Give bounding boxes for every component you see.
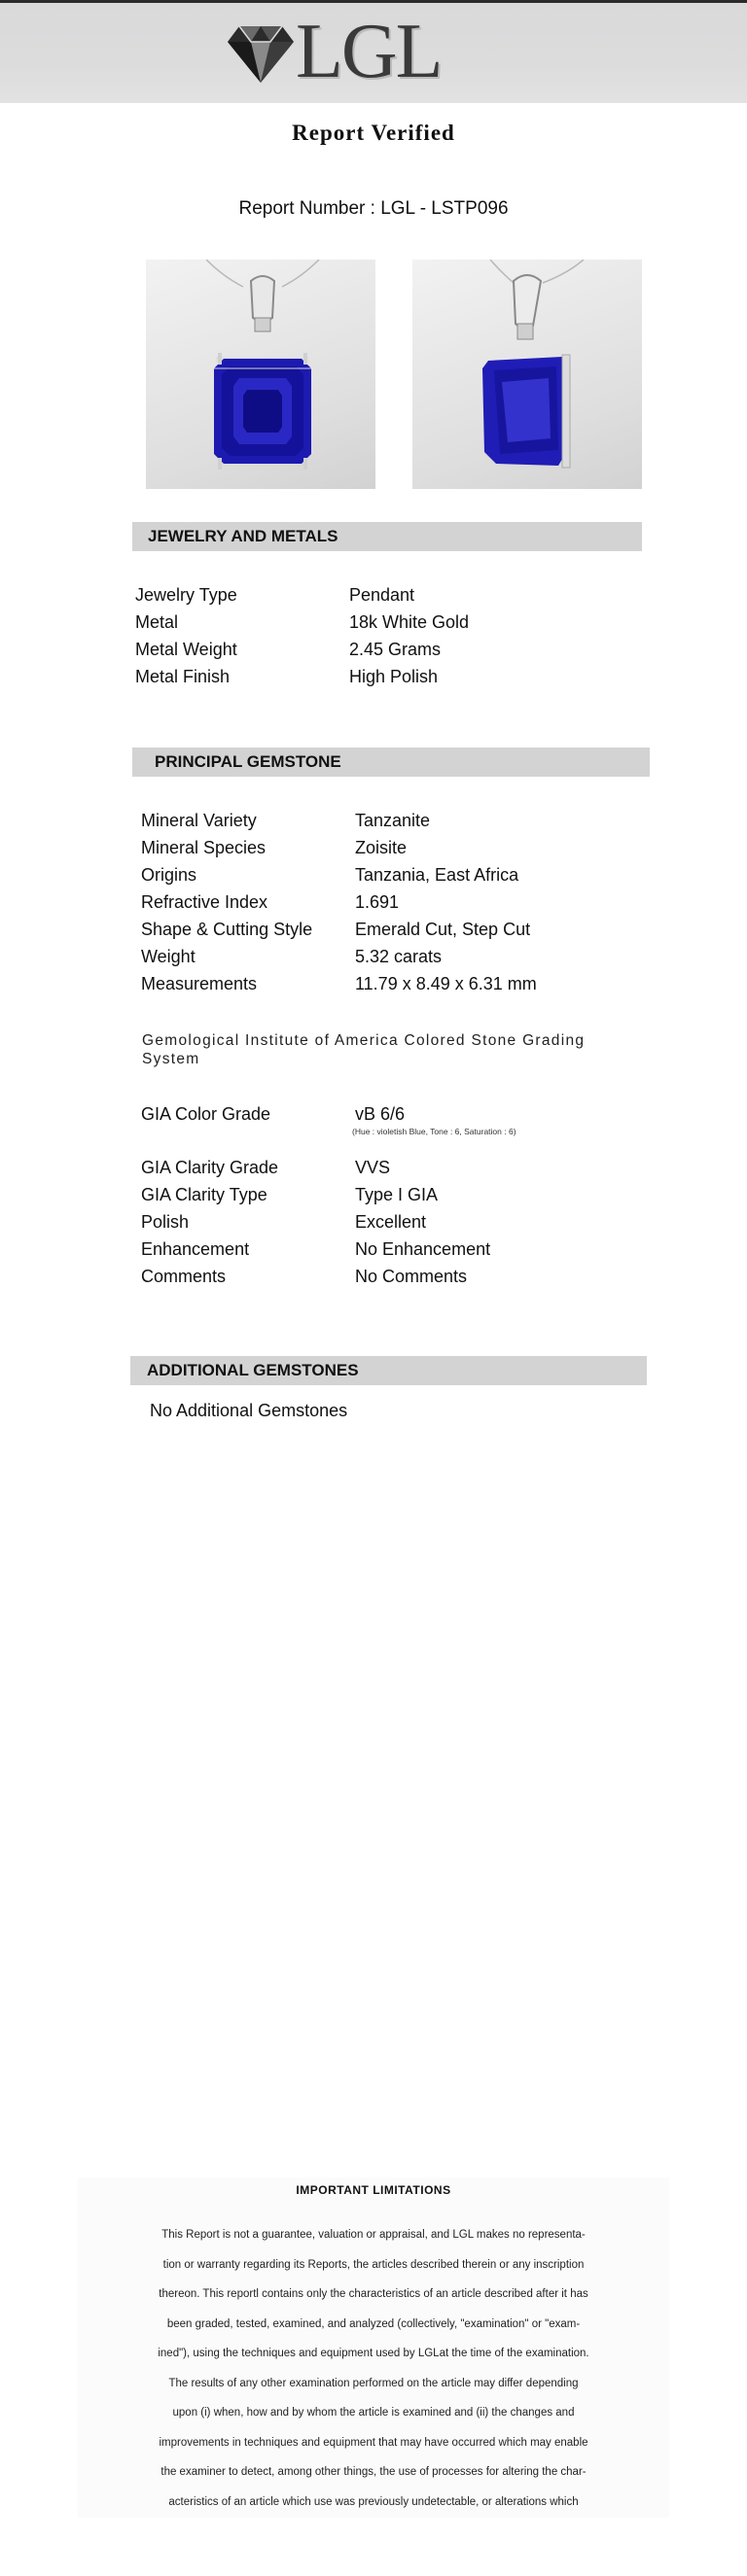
row-label: Mineral Variety xyxy=(141,811,257,830)
header-banner xyxy=(0,3,747,103)
row-value: Tanzanite xyxy=(355,811,431,830)
row-value: 1.691 xyxy=(355,892,400,912)
report-number: Report Number : LGL - LSTP096 xyxy=(238,198,509,219)
jewelry-heading-text: JEWELRY AND METALS xyxy=(148,527,338,545)
row-value: 18k White Gold xyxy=(349,612,470,632)
additional-heading-text: ADDITIONAL GEMSTONES xyxy=(147,1361,359,1379)
row-value: No Comments xyxy=(355,1267,468,1286)
row-label: Polish xyxy=(141,1212,190,1232)
row-label: Jewelry Type xyxy=(135,585,237,605)
important-limitations xyxy=(78,2177,669,2518)
row-label: Comments xyxy=(141,1267,227,1286)
row-value: Type I GIA xyxy=(355,1185,439,1204)
limitations-line: This Report is not a guarantee, valuation or appraisal, and LGL makes no representa- xyxy=(161,2229,586,2241)
limitations-line: the examiner to detect, among other things, the use of processes for altering the char- xyxy=(160,2466,587,2478)
row-label: Metal Weight xyxy=(135,640,237,659)
limitations-line: been graded, tested, examined, and analyzed (collectively, "examination" or "exam- xyxy=(166,2317,581,2330)
table-row xyxy=(141,1181,608,1208)
limitations-line: ined"), using the techniques and equipment used by LGLat the time of the examination. xyxy=(158,2348,589,2359)
jewelry-section-heading xyxy=(132,522,642,551)
row-label: Enhancement xyxy=(141,1239,250,1259)
table-row xyxy=(135,663,602,690)
limitations-line: acteristics of an article which use was previously undetectable, or alterations which xyxy=(168,2495,579,2508)
row-value: No Enhancement xyxy=(355,1239,491,1259)
table-row xyxy=(141,807,608,834)
gia-system-note: Gemological Institute of America Colored Stone Grading System xyxy=(142,1032,586,1067)
table-row xyxy=(141,861,608,888)
color-grade-label: GIA Color Grade xyxy=(141,1104,271,1124)
limitations-body xyxy=(103,2220,644,2517)
limitations-line: tion or warranty regarding its Reports, the articles described therein or any inscription xyxy=(162,2258,585,2271)
table-row xyxy=(135,609,602,636)
table-row xyxy=(141,1208,608,1236)
limitations-line: The results of any other examination performed on the article may differ depending xyxy=(168,2377,579,2389)
row-value: VVS xyxy=(355,1158,391,1177)
row-label: Measurements xyxy=(141,974,258,993)
table-row xyxy=(141,943,608,970)
row-label: Metal xyxy=(135,612,179,632)
row-value: Tanzania, East Africa xyxy=(355,865,519,885)
limitations-title: IMPORTANT LIMITATIONS xyxy=(296,2183,451,2197)
diamond-icon xyxy=(226,22,296,85)
table-row xyxy=(141,834,608,861)
row-value: Zoisite xyxy=(355,838,408,857)
table-row xyxy=(135,581,602,609)
additional-section-heading xyxy=(130,1356,647,1385)
row-label: GIA Clarity Grade xyxy=(141,1158,279,1177)
table-row xyxy=(141,970,608,997)
gemstone-heading-text: PRINCIPAL GEMSTONE xyxy=(155,752,341,771)
gemstone-table xyxy=(141,807,608,997)
color-grade-value: vB 6/6 xyxy=(355,1104,406,1124)
color-grade-note: (Hue : violetish Blue, Tone : 6, Saturation : 6) xyxy=(352,1127,516,1136)
row-label: Weight xyxy=(141,947,196,966)
table-row xyxy=(135,636,602,663)
lgl-logo[interactable] xyxy=(226,9,479,94)
row-value: Excellent xyxy=(355,1212,427,1232)
row-label: Shape & Cutting Style xyxy=(141,920,313,939)
table-row xyxy=(141,1236,608,1263)
row-value: Pendant xyxy=(349,585,415,605)
additional-gemstones-text: No Additional Gemstones xyxy=(150,1401,348,1420)
row-value: High Polish xyxy=(349,667,439,686)
jewelry-table xyxy=(135,581,602,690)
limitations-line: thereon. This reportl contains only the characteristics of an article described after it has xyxy=(159,2288,588,2300)
page-title: Report Verified xyxy=(292,121,455,145)
logo-text: LGL xyxy=(296,9,442,94)
row-label: Refractive Index xyxy=(141,892,268,912)
row-label: Metal Finish xyxy=(135,667,231,686)
grading-table xyxy=(141,1154,608,1290)
pendant-front-photo xyxy=(146,260,375,489)
table-row xyxy=(141,1154,608,1181)
pendant-side-photo xyxy=(412,260,642,489)
limitations-line: improvements in techniques and equipment that may have occurred which may enable xyxy=(159,2436,588,2449)
row-value: 11.79 x 8.49 x 6.31 mm xyxy=(355,974,537,993)
row-value: 5.32 carats xyxy=(355,947,443,966)
row-value: Emerald Cut, Step Cut xyxy=(355,920,531,939)
table-row xyxy=(141,916,608,943)
row-label: GIA Clarity Type xyxy=(141,1185,267,1204)
gemstone-section-heading xyxy=(132,748,650,777)
row-label: Mineral Species xyxy=(141,838,267,857)
table-row xyxy=(141,888,608,916)
table-row xyxy=(141,1263,608,1290)
row-value: 2.45 Grams xyxy=(349,640,442,659)
row-label: Origins xyxy=(141,865,197,885)
limitations-line: upon (i) when, how and by whom the article is examined and (ii) the changes and xyxy=(172,2407,575,2419)
